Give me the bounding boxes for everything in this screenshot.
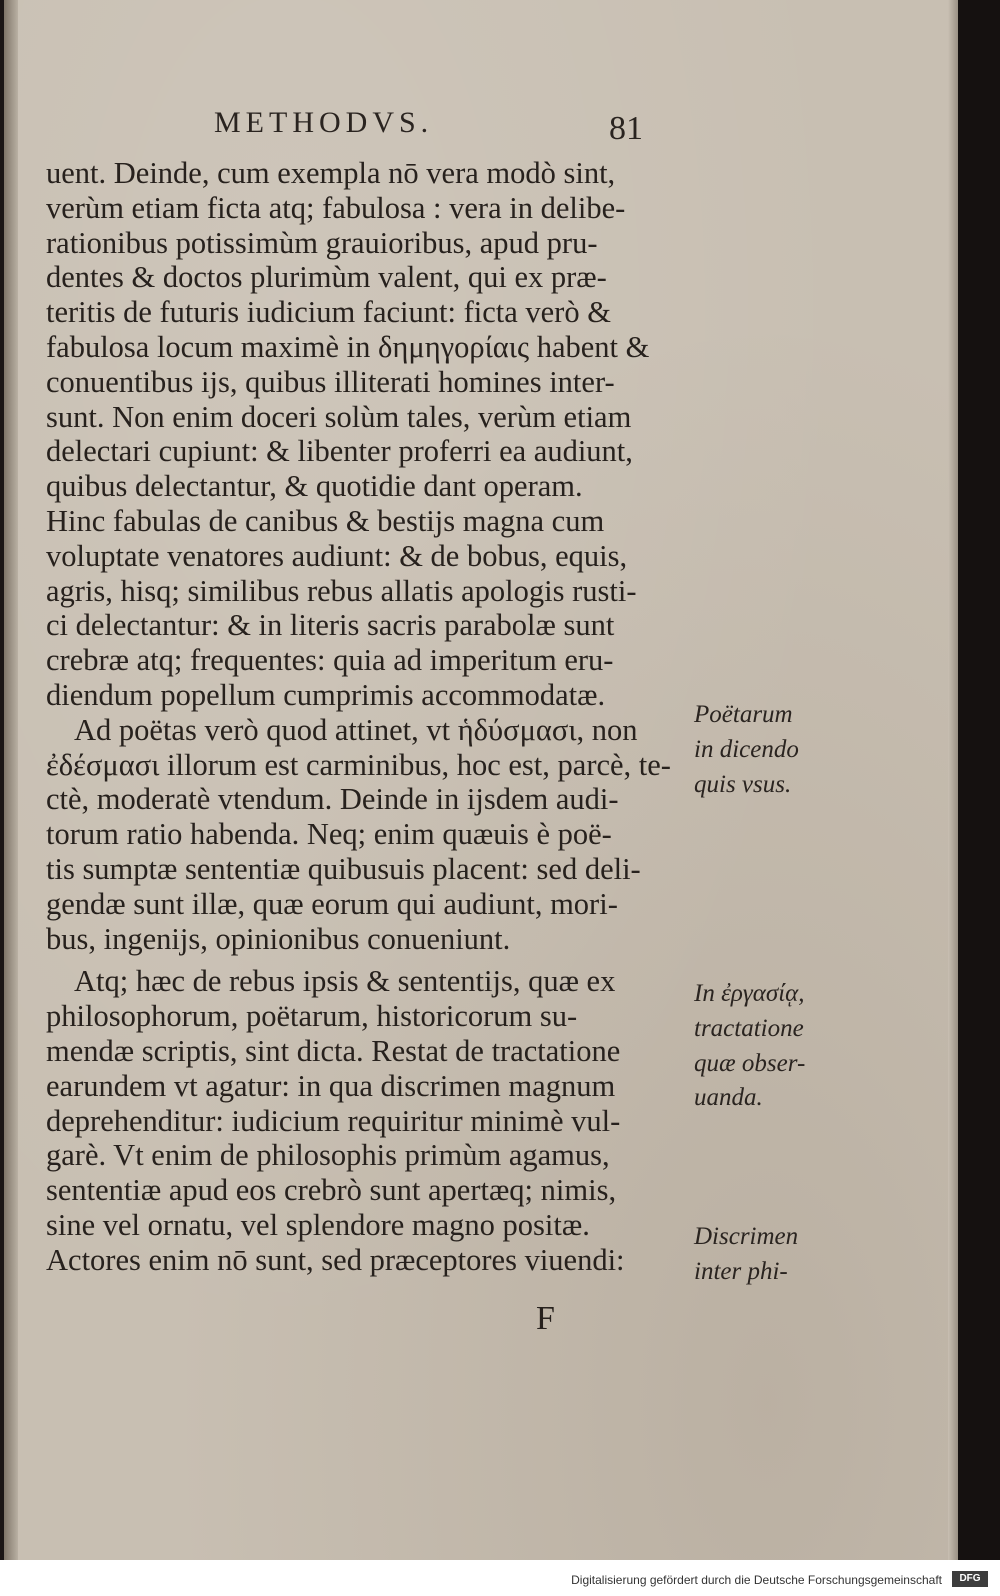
- margin-note-line: in dicendo: [694, 735, 799, 763]
- margin-note-line: uanda.: [694, 1084, 763, 1112]
- text-line: sine vel ornatu, vel splendore magno positæ.: [46, 1207, 590, 1242]
- margin-note-line: Poëtarum: [694, 701, 793, 728]
- text-line: mendæ scriptis, sint dicta. Restat de tractatione: [46, 1033, 621, 1068]
- text-line: Hinc fabulas de canibus & bestijs magna cum: [46, 503, 605, 538]
- margin-note-line: Discrimen: [694, 1223, 799, 1250]
- margin-note-line: quæ obser-: [694, 1049, 806, 1077]
- text-line: bus, ingenijs, opinionibus conueniunt.: [46, 921, 511, 956]
- text-line: diendum popellum cumprimis accommodatæ.: [46, 677, 606, 712]
- book-page: [4, 0, 958, 1560]
- text-line: tis sumptæ sententiæ quibusuis placent: sed deli-: [46, 851, 641, 886]
- footer-credit: Digitalisierung gefördert durch die Deutsche Forschungsgemeinschaft: [571, 1573, 942, 1587]
- text-line: gendæ sunt illæ, quæ eorum qui audiunt, mori-: [46, 886, 618, 921]
- text-line: ἐδέσμασι illorum est carminibus, hoc est, parcè, te-: [46, 747, 671, 782]
- margin-note-poetarum: [694, 698, 834, 802]
- text-line: quibus delectantur, & quotidie dant operam.: [46, 469, 583, 504]
- text-line: uent. Deinde, cum exempla nō vera modò sint,: [46, 156, 616, 190]
- margin-note-line: inter phi-: [694, 1257, 788, 1285]
- text-line: Actores enim nō sunt, sed præceptores viuendi:: [46, 1242, 625, 1277]
- text-line: fabulosa locum maximè in δημηγορίαις habent &: [46, 329, 650, 364]
- text-line: conuentibus ijs, quibus illiterati homines inter-: [46, 364, 615, 399]
- text-line: ci delectantur: & in literis sacris parabolæ sunt: [46, 608, 615, 643]
- text-line: verùm etiam ficta atq; fabulosa : vera in delibe-: [46, 190, 626, 225]
- running-head-title: METHODVS.: [214, 106, 434, 139]
- text-line: dentes & doctos plurimùm valent, qui ex præ-: [46, 260, 607, 295]
- margin-note-line: quis vsus.: [694, 770, 792, 798]
- text-line: sententiæ apud eos crebrò sunt apertæq; nimis,: [46, 1173, 617, 1208]
- text-line: ctè, moderatè vtendum. Deinde in ijsdem audi-: [46, 782, 619, 817]
- main-text-block: [46, 156, 706, 1278]
- text-line: agris, hisq; similibus rebus allatis apologis rusti-: [46, 573, 637, 608]
- scan-background: [958, 0, 1000, 1560]
- text-line: teritis de futuris iudicium faciunt: ficta verò &: [46, 295, 611, 330]
- digitization-footer: [0, 1560, 1000, 1596]
- text-line: garè. Vt enim de philosophis primùm agamus,: [46, 1138, 610, 1173]
- text-line: sunt. Non enim doceri solùm tales, verùm etiam: [46, 399, 632, 434]
- text-line: rationibus potissimùm grauioribus, apud pru-: [46, 225, 598, 260]
- text-line: Ad poëtas verò quod attinet, vt ἡδύσμασι, non: [74, 712, 638, 747]
- dfg-logo-icon: DFG: [952, 1571, 988, 1587]
- margin-note-line: tractatione: [694, 1014, 804, 1042]
- text-line: torum ratio habenda. Neq; enim quæuis è poë-: [46, 817, 612, 852]
- page-number: 81: [609, 110, 643, 147]
- text-line: delectari cupiunt: & libenter proferri ea audiunt,: [46, 434, 633, 469]
- text-line: deprehenditur: iudicium requiritur minimè vul-: [46, 1103, 621, 1138]
- text-line: voluptate venatores audiunt: & de bobus, equis,: [46, 538, 628, 573]
- text-line: earundem vt agatur: in qua discrimen magnum: [46, 1068, 616, 1103]
- signature-mark: F: [536, 1300, 555, 1337]
- text-line: Atq; hæc de rebus ipsis & sententijs, quæ ex: [74, 964, 616, 999]
- text-line: crebræ atq; frequentes: quia ad imperitum eru-: [46, 643, 614, 678]
- text-line: philosophorum, poëtarum, historicorum su-: [46, 999, 578, 1034]
- margin-note-tractatione: [694, 977, 834, 1116]
- margin-note-line: In ἐργασίᾳ,: [694, 980, 805, 1007]
- margin-note-discrimen: [694, 1220, 834, 1290]
